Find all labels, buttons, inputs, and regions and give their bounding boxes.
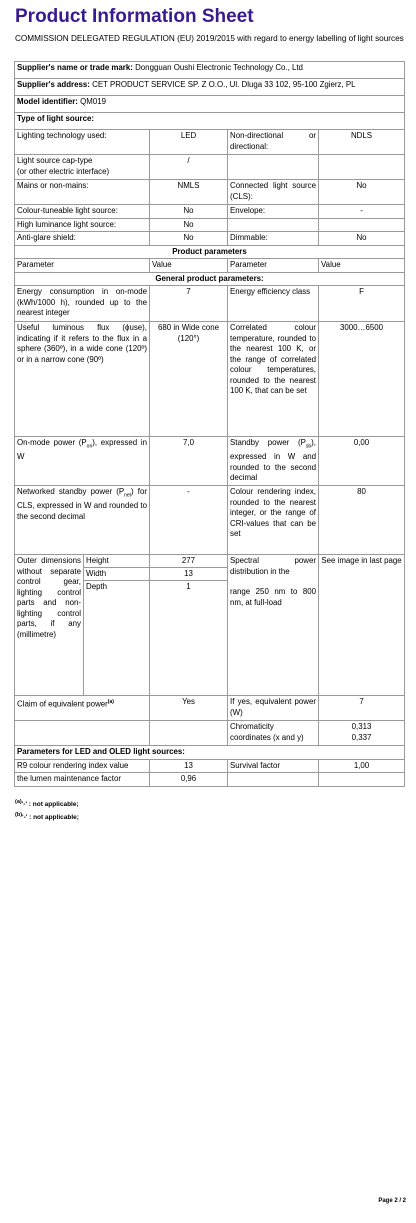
width-label: Width <box>84 568 149 581</box>
height-value: 277 <box>150 555 227 568</box>
cri-value: 80 <box>319 486 405 555</box>
networked-standby-label: Networked standby power $(P_{net})$ for CLS, expressed in W and rounded to the second decimal <box>15 486 150 555</box>
anti-glare-value: No <box>150 232 228 246</box>
energy-row <box>15 286 405 322</box>
lumen-maint-label: the lumen maintenance factor <box>15 773 150 787</box>
cap-type-label: Light source cap-type (or other electric interface) <box>15 155 150 180</box>
regulation-text: COMMISSION DELEGATED REGULATION (EU) 2019/2015 with regard to energy labelling of light sources <box>15 34 404 43</box>
dimension-values <box>150 555 228 696</box>
footnote-a: $^{(a)}$'-' : not applicable; <box>15 799 79 809</box>
lighting-tech-label: Lighting technology used: <box>15 130 150 155</box>
claim-row <box>15 696 405 721</box>
supplier-name: Dongguan Oushi Electronic Technology Co., Ltd <box>135 63 303 72</box>
envelope-label: Envelope: <box>228 205 319 219</box>
led-heading-row <box>15 746 405 760</box>
energy-consumption-value: 7 <box>150 286 228 322</box>
on-mode-power-value: 7,0 <box>150 437 228 486</box>
equiv-power-label: If yes, equivalent power (W) <box>228 696 319 721</box>
r9-label: R9 colour rendering index value <box>15 759 150 773</box>
supplier-address: CET PRODUCT SERVICE SP. Z O.O., Ul. Dluga 33 102, 95-100 Zgierz, PL <box>92 80 356 89</box>
type-row-2 <box>15 155 405 180</box>
supplier-name-label: Supplier's name or trade mark: <box>17 63 133 72</box>
page-title: Product Information Sheet <box>15 6 254 27</box>
page-number: Page 2 / 2 <box>378 1198 406 1204</box>
type-row-3 <box>15 180 405 205</box>
efficiency-class-label: Energy efficiency class <box>228 286 319 322</box>
survival-value: 1,00 <box>319 759 405 773</box>
cri-label: Colour rendering index, rounded to the nearest integer, or the range of CRI-values that can be set <box>228 486 319 555</box>
colour-tuneable-value: No <box>150 205 228 219</box>
lighting-tech-value: LED <box>150 130 228 155</box>
standby-power-label: Standby power $(P_{sb})$, expressed in W and rounded to the second decimal <box>228 437 319 486</box>
general-heading: General product parameters: <box>15 272 405 286</box>
networked-standby-value: - <box>150 486 228 555</box>
col-header-parameter-1: Parameter <box>15 259 150 273</box>
outer-dimensions-label: Outer dimensions without separate control gear, lighting control parts and non-lighting control parts, if any (millimetre) <box>15 555 84 696</box>
dimensions-row <box>15 555 405 696</box>
spectral-label: Spectral power distribution in the range 250 nm to 800 nm, at full-load <box>228 555 319 696</box>
networked-row <box>15 486 405 555</box>
type-row-4 <box>15 205 405 219</box>
col-header-value-1: Value <box>150 259 228 273</box>
general-heading-row <box>15 272 405 286</box>
col-header-parameter-2: Parameter <box>228 259 319 273</box>
type-row-6 <box>15 232 405 246</box>
directional-value: NDLS <box>319 130 405 155</box>
lumen-maint-row <box>15 773 405 787</box>
r9-row <box>15 759 405 773</box>
product-params-heading-row <box>15 245 405 259</box>
survival-label: Survival factor <box>228 759 319 773</box>
model-row <box>15 96 405 113</box>
footnotes <box>15 797 79 823</box>
claim-value: Yes <box>150 696 228 721</box>
supplier-name-row <box>15 62 405 79</box>
cls-value: No <box>319 180 405 205</box>
mains-label: Mains or non-mains: <box>15 180 150 205</box>
chromaticity-row <box>15 721 405 746</box>
anti-glare-label: Anti-glare shield: <box>15 232 150 246</box>
type-row-1 <box>15 130 405 155</box>
type-heading: Type of light source: <box>15 113 405 130</box>
spectral-value: See image in last page <box>319 555 405 696</box>
high-lum-value: No <box>150 218 228 232</box>
dimmable-label: Dimmable: <box>228 232 319 246</box>
depth-value: 1 <box>186 582 191 591</box>
energy-consumption-label: Energy consumption in on-mode (kWh/1000 h), rounded up to the nearest integer <box>15 286 150 322</box>
type-heading-row <box>15 113 405 130</box>
supplier-address-label: Supplier's address: <box>17 80 90 89</box>
led-heading: Parameters for LED and OLED light sources: <box>15 746 405 760</box>
width-value: 13 <box>150 568 227 581</box>
on-mode-power-label: On-mode power $(P_{on})$, expressed in W <box>15 437 150 486</box>
mains-value: NMLS <box>150 180 228 205</box>
col-header-value-2: Value <box>319 259 405 273</box>
model-label: Model identifier: <box>17 97 78 106</box>
model-identifier: QM019 <box>80 97 107 106</box>
height-label: Height <box>84 555 149 568</box>
directional-label: Non-directional or directional: <box>228 130 319 155</box>
high-lum-label: High luminance light source: <box>15 218 150 232</box>
dimmable-value: No <box>319 232 405 246</box>
footnote-b: $^{(b)}$'-' : not applicable; <box>15 812 79 822</box>
product-params-heading: Product parameters <box>15 245 405 259</box>
chromaticity-value: 0,313 0,337 <box>319 721 405 746</box>
efficiency-class-value: F <box>319 286 405 322</box>
lumen-maint-value: 0,96 <box>150 773 228 787</box>
column-header-row <box>15 259 405 273</box>
cls-label: Connected light source (CLS): <box>228 180 319 205</box>
power-row <box>15 437 405 486</box>
cap-type-value: / <box>150 155 228 180</box>
useful-flux-value: 680 in Wide cone (120°) <box>150 322 228 437</box>
cct-value: 3000…6500 <box>319 322 405 437</box>
r9-value: 13 <box>150 759 228 773</box>
claim-label: Claim of equivalent power$^{(a)}$ <box>15 696 150 721</box>
flux-row <box>15 322 405 437</box>
envelope-value: - <box>319 205 405 219</box>
cct-label: Correlated colour temperature, rounded to the nearest 100 K, or the range of correlated colour temperatures, rounded to the nearest 100 K, that can be set <box>228 322 319 437</box>
dimension-names <box>84 555 150 696</box>
type-row-5 <box>15 218 405 232</box>
colour-tuneable-label: Colour-tuneable light source: <box>15 205 150 219</box>
supplier-address-row <box>15 79 405 96</box>
depth-label: Depth <box>86 582 108 591</box>
chromaticity-label: Chromaticity coordinates (x and y) <box>228 721 319 746</box>
equiv-power-value: 7 <box>319 696 405 721</box>
info-table <box>14 61 405 787</box>
standby-power-value: 0,00 <box>319 437 405 486</box>
useful-flux-label: Useful luminous flux (ϕuse), indicating if it refers to the flux in a sphere (360º), in a wide cone (120º) or in a narrow cone (90º) <box>15 322 150 437</box>
